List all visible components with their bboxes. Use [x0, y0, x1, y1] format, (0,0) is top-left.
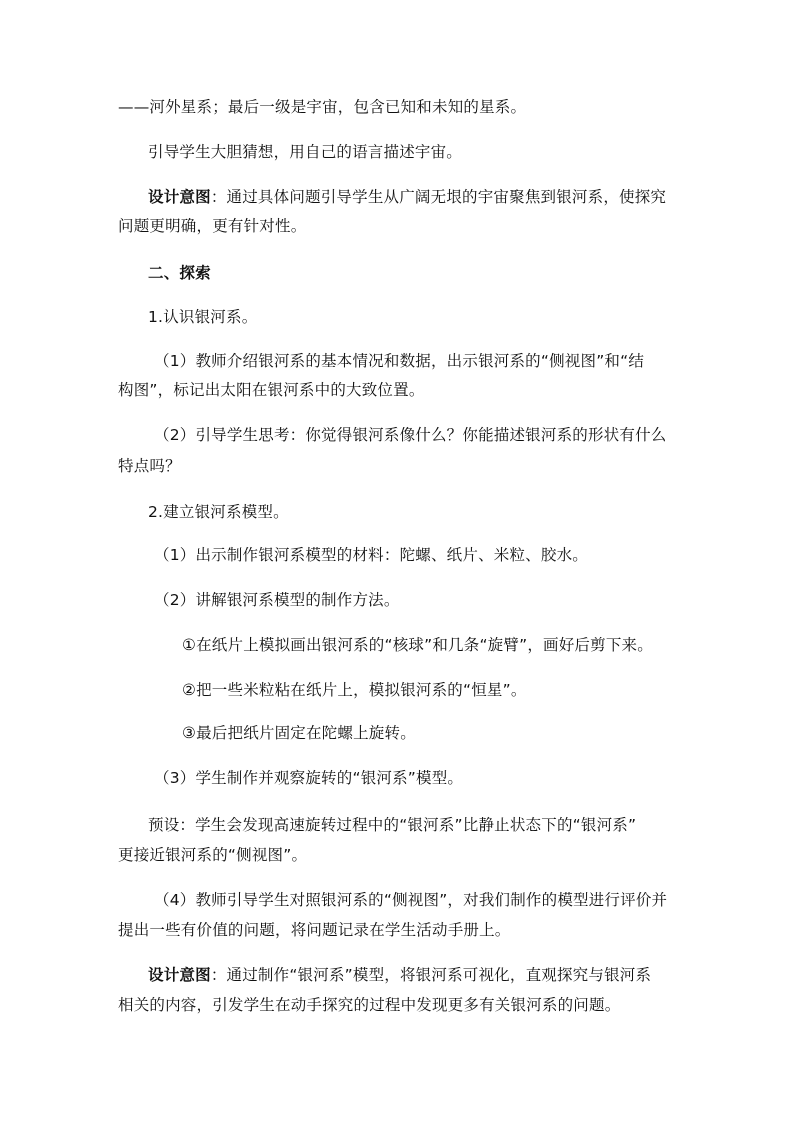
text-line: 2.建立银河系模型。 [148, 503, 289, 521]
text-line: （1）教师介绍银河系的基本情况和数据，出示银河系的“侧视图”和“结 [154, 352, 645, 370]
text-line: ③最后把纸片固定在陀螺上旋转。 [182, 724, 416, 742]
text-line: 特点吗？ [118, 457, 181, 475]
design-intent-label: 设计意图 [148, 188, 211, 206]
text-line: （2）引导学生思考：你觉得银河系像什么？你能描述银河系的形状有什么 [154, 426, 667, 444]
text-line: （3）学生制作并观察旋转的“银河系”模型。 [154, 769, 464, 787]
text-line: ——河外星系；最后一级是宇宙，包含已知和未知的星系。 [118, 98, 527, 116]
text-line: （2）讲解银河系模型的制作方法。 [154, 591, 400, 609]
design-intent-label: 设计意图 [148, 966, 211, 984]
design-intent-text: 通过制作“银河系”模型，将银河系可视化，直观探究与银河系 [226, 966, 652, 984]
text-line: 更接近银河系的“侧视图”。 [118, 846, 308, 864]
text-line [148, 187, 666, 207]
text-line: 相关的内容，引发学生在动手探究的过程中发现更多有关银河系的问题。 [118, 996, 621, 1014]
text-line: 1.认识银河系。 [148, 308, 258, 326]
text-line: 引导学生大胆猜想，用自己的语言描述宇宙。 [148, 143, 463, 161]
section-heading: 二、探索 [148, 264, 211, 282]
design-intent-text: 通过具体问题引导学生从广阔无垠的宇宙聚焦到银河系，使探究 [226, 188, 667, 206]
text-line: （1）出示制作银河系模型的材料：陀螺、纸片、米粒、胶水。 [154, 546, 588, 564]
text-line: （4）教师引导学生对照银河系的“侧视图”，对我们制作的模型进行评价并 [154, 891, 668, 909]
design-intent-colon: ： [210, 188, 227, 206]
text-line: ①在纸片上模拟画出银河系的“核球”和几条“旋臂”，画好后剪下来。 [182, 636, 653, 654]
text-line [148, 965, 651, 985]
text-line: 构图”，标记出太阳在银河系中的大致位置。 [118, 381, 425, 399]
text-line: 问题更明确，更有针对性。 [118, 217, 307, 235]
text-line: ②把一些米粒粘在纸片上，模拟银河系的“恒星”。 [182, 681, 527, 699]
design-intent-colon: ： [210, 966, 227, 984]
text-line: 提出一些有价值的问题，将问题记录在学生活动手册上。 [118, 921, 511, 939]
text-line: 预设：学生会发现高速旋转过程中的“银河系”比静止状态下的“银河系” [148, 816, 637, 834]
